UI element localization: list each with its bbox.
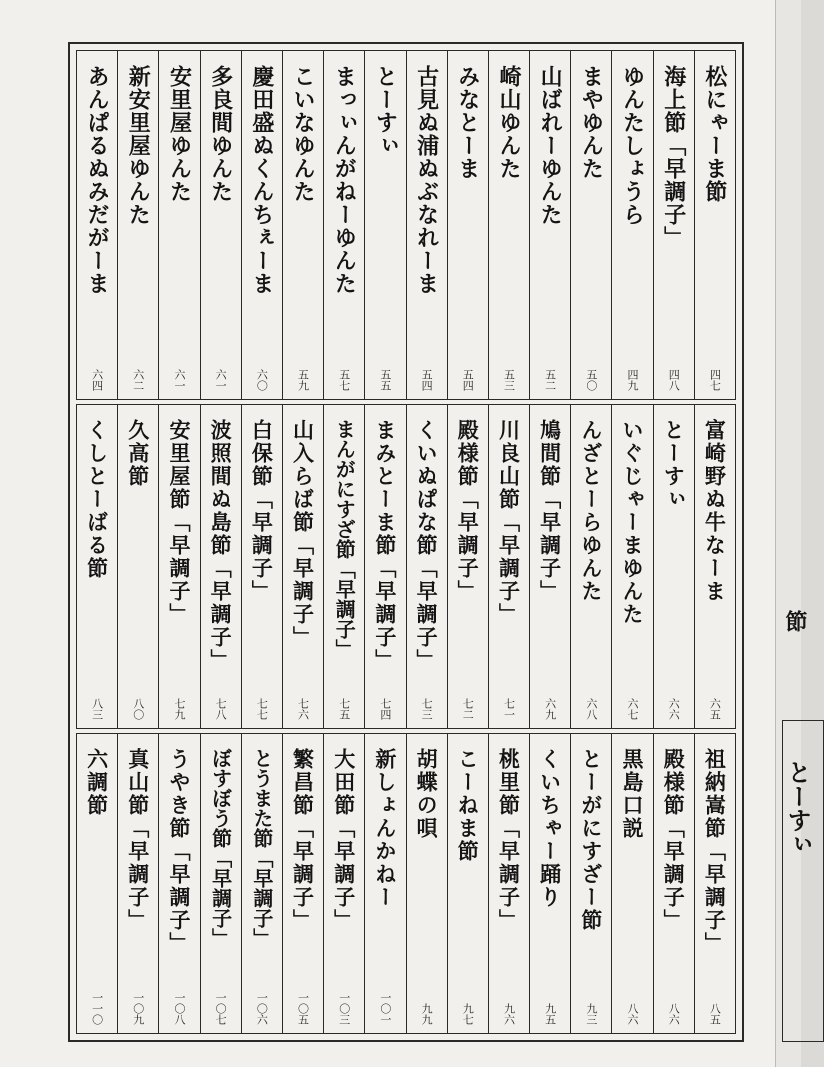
toc-entry — [488, 405, 529, 728]
toc-entry — [694, 405, 735, 728]
toc-entry — [488, 734, 529, 1033]
toc-entry-title: 安里屋ゆんた — [166, 65, 193, 203]
toc-entry — [117, 51, 158, 399]
toc-entry — [529, 405, 570, 728]
toc-entry — [653, 734, 694, 1033]
toc-entry-page-number: 一〇六 — [255, 992, 269, 1025]
toc-entry — [282, 405, 323, 728]
toc-entry-title: 殿様節「早調子」 — [661, 748, 687, 932]
toc-entry-title: 松にゃーま節 — [701, 65, 728, 203]
toc-entry-title: とーがにすざー節 — [578, 748, 604, 932]
toc-entry-page-number: 八五 — [708, 1003, 722, 1025]
toc-entry-title: まっぃんがねーゆんた — [331, 65, 358, 295]
toc-entry-title: 山入らば節「早調子」 — [290, 419, 316, 649]
toc-entry-title: 新しょんかねー — [372, 748, 398, 909]
toc-entry-title: いぐじゃーまゆんた — [620, 419, 646, 626]
toc-entry-title: 白保節「早調子」 — [249, 419, 275, 603]
toc-entry-page-number: 九六 — [502, 1003, 516, 1025]
toc-entry — [200, 405, 241, 728]
toc-entry-title: くいちゃー踊り — [537, 748, 563, 909]
toc-entry-title: 久高節 — [125, 419, 151, 488]
toc-entry — [570, 405, 611, 728]
toc-entry-title: んざとーらゆんた — [578, 419, 604, 603]
toc-entry-title: 安里屋節「早調子」 — [166, 419, 192, 626]
toc-entry-title: 富崎野ぬ牛なーま — [702, 419, 728, 603]
toc-entry-page-number: 五三 — [502, 369, 516, 391]
toc-entry — [570, 734, 611, 1033]
toc-entry — [611, 51, 652, 399]
toc-entry-page-number: 七二 — [461, 698, 475, 720]
toc-entry-title: 波照間ぬ島節「早調子」 — [208, 419, 234, 672]
toc-entry-page-number: 六二 — [131, 369, 145, 391]
toc-entry-title: うやき節「早調子」 — [166, 748, 192, 955]
toc-entry-title: 殿様節「早調子」 — [455, 419, 481, 603]
toc-entry-title: 古見ぬ浦ぬぶなれーま — [413, 65, 440, 295]
toc-entry-title: まやゆんた — [578, 65, 605, 180]
toc-entry — [241, 734, 282, 1033]
toc-entry-page-number: 五二 — [543, 369, 557, 391]
toc-entry — [77, 51, 117, 399]
table-of-contents-frame — [68, 42, 744, 1042]
toc-entry-title: 六調節 — [84, 748, 110, 817]
toc-entry-page-number: 七九 — [172, 698, 186, 720]
toc-entry — [694, 734, 735, 1033]
toc-entry-title: 慶田盛ぬくんちぇーま — [248, 65, 275, 295]
toc-entry-title: とーすぃ — [372, 65, 399, 157]
toc-entry — [77, 405, 117, 728]
toc-entry — [447, 405, 488, 728]
toc-entry — [406, 51, 447, 399]
toc-entry-title: 新安里屋ゆんた — [125, 65, 152, 226]
toc-entry — [241, 405, 282, 728]
toc-entry-page-number: 一一〇 — [90, 992, 104, 1025]
toc-entry — [447, 734, 488, 1033]
toc-entry-title: ゆんたしょうら — [619, 65, 646, 226]
toc-entry-title: 崎山ゆんた — [495, 65, 522, 180]
toc-entry-page-number: 六五 — [708, 698, 722, 720]
toc-entry-page-number: 四九 — [626, 369, 640, 391]
toc-entry — [447, 51, 488, 399]
toc-entry-page-number: 五四 — [461, 369, 475, 391]
toc-entry-page-number: 八三 — [90, 698, 104, 720]
toc-entry-page-number: 六六 — [667, 698, 681, 720]
toc-entry — [611, 405, 652, 728]
toc-entry-page-number: 七四 — [378, 698, 392, 720]
toc-entry — [158, 51, 199, 399]
toc-entry-title: 繁昌節「早調子」 — [290, 748, 316, 932]
toc-entry-page-number: 一〇八 — [172, 992, 186, 1025]
toc-entry-page-number: 六一 — [214, 369, 228, 391]
toc-entry-title: 黒島口説 — [620, 748, 646, 840]
toc-entry — [117, 734, 158, 1033]
toc-section-3 — [76, 733, 736, 1034]
toc-entry-title: みなとーま — [454, 65, 481, 180]
toc-entry-page-number: 八六 — [626, 1003, 640, 1025]
toc-entry — [200, 734, 241, 1033]
toc-entry — [364, 51, 405, 399]
toc-entry — [611, 734, 652, 1033]
toc-entry-page-number: 七八 — [214, 698, 228, 720]
toc-entry-title: こいなゆんた — [290, 65, 317, 203]
toc-entry-page-number: 九五 — [543, 1003, 557, 1025]
toc-entry-title: くしとーばる節 — [84, 419, 110, 580]
toc-entry-page-number: 五七 — [337, 369, 351, 391]
toc-entry-title: 多良間ゆんた — [207, 65, 234, 203]
toc-entry-page-number: 六八 — [584, 698, 598, 720]
toc-entry-page-number: 一〇九 — [131, 992, 145, 1025]
toc-entry — [653, 51, 694, 399]
toc-entry-page-number: 一〇五 — [296, 992, 310, 1025]
toc-entry — [241, 51, 282, 399]
toc-entry-page-number: 六〇 — [255, 369, 269, 391]
toc-section-1 — [76, 50, 736, 400]
adjacent-page-edge — [775, 0, 812, 1067]
toc-entry-page-number: 五〇 — [584, 369, 598, 391]
toc-entry-page-number: 六一 — [172, 369, 186, 391]
toc-entry-title: とーすぃ — [661, 419, 687, 511]
toc-entry — [158, 734, 199, 1033]
toc-entry-page-number: 六四 — [90, 369, 104, 391]
toc-entry — [282, 51, 323, 399]
toc-entry-title: くいぬぱな節「早調子」 — [414, 419, 440, 672]
toc-entry — [694, 51, 735, 399]
toc-entry — [406, 405, 447, 728]
toc-entry-page-number: 六七 — [626, 698, 640, 720]
toc-entry-title: 海上節「早調子」 — [660, 65, 687, 249]
toc-entry-title: 真山節「早調子」 — [125, 748, 151, 932]
toc-entry-page-number: 一〇七 — [214, 992, 228, 1025]
toc-entry-title: 川良山節「早調子」 — [496, 419, 522, 626]
toc-entry-title: まんがにすざ節「早調子」 — [332, 419, 357, 659]
toc-entry-page-number: 四八 — [667, 369, 681, 391]
toc-entry-page-number: 一〇一 — [378, 992, 392, 1025]
toc-entry-page-number: 九三 — [584, 1003, 598, 1025]
toc-entry — [529, 51, 570, 399]
toc-entry-title: 大田節「早調子」 — [331, 748, 357, 932]
toc-entry-page-number: 八六 — [667, 1003, 681, 1025]
toc-entry — [364, 734, 405, 1033]
toc-entry-page-number: 七七 — [255, 698, 269, 720]
toc-entry-page-number: 五九 — [296, 369, 310, 391]
toc-entry-title: ぼすぼう節「早調子」 — [208, 748, 233, 948]
toc-entry — [488, 51, 529, 399]
toc-entry — [529, 734, 570, 1033]
toc-entry-page-number: 一〇三 — [337, 992, 351, 1025]
toc-entry-page-number: 四七 — [708, 369, 722, 391]
toc-section-2 — [76, 404, 736, 729]
toc-entry — [570, 51, 611, 399]
toc-entry — [406, 734, 447, 1033]
adjacent-page-text-upper: 節 — [782, 610, 808, 632]
toc-entry-page-number: 七三 — [420, 698, 434, 720]
toc-entry — [77, 734, 117, 1033]
toc-entry-title: あんぱるぬみだがーま — [84, 65, 111, 295]
toc-entry-page-number: 七一 — [502, 698, 516, 720]
toc-entry-title: 山ばれーゆんた — [537, 65, 564, 226]
toc-entry — [117, 405, 158, 728]
toc-entry — [323, 405, 364, 728]
toc-entry — [364, 405, 405, 728]
toc-entry-page-number: 九七 — [461, 1003, 475, 1025]
toc-entry-title: 鳩間節「早調子」 — [537, 419, 563, 603]
toc-entry-title: 祖納嵩節「早調子」 — [702, 748, 728, 955]
toc-entry-page-number: 六九 — [543, 698, 557, 720]
toc-entry-title: まみとーま節「早調子」 — [372, 419, 398, 672]
toc-entry-page-number: 五四 — [420, 369, 434, 391]
adjacent-page-text-lower: とーすぃ — [783, 760, 812, 856]
toc-entry-title: とうまた節「早調子」 — [249, 748, 274, 948]
toc-entry-page-number: 七六 — [296, 698, 310, 720]
toc-entry — [282, 734, 323, 1033]
toc-entry — [653, 405, 694, 728]
toc-entry — [323, 734, 364, 1033]
toc-entry-title: 桃里節「早調子」 — [496, 748, 522, 932]
toc-entry-page-number: 九九 — [420, 1003, 434, 1025]
toc-entry-page-number: 七五 — [337, 698, 351, 720]
toc-entry-page-number: 五五 — [378, 369, 392, 391]
toc-entry — [323, 51, 364, 399]
toc-entry-title: こーねま節 — [455, 748, 481, 863]
toc-entry-page-number: 八〇 — [131, 698, 145, 720]
toc-entry — [200, 51, 241, 399]
toc-entry — [158, 405, 199, 728]
toc-entry-title: 胡蝶の唄 — [414, 748, 440, 840]
